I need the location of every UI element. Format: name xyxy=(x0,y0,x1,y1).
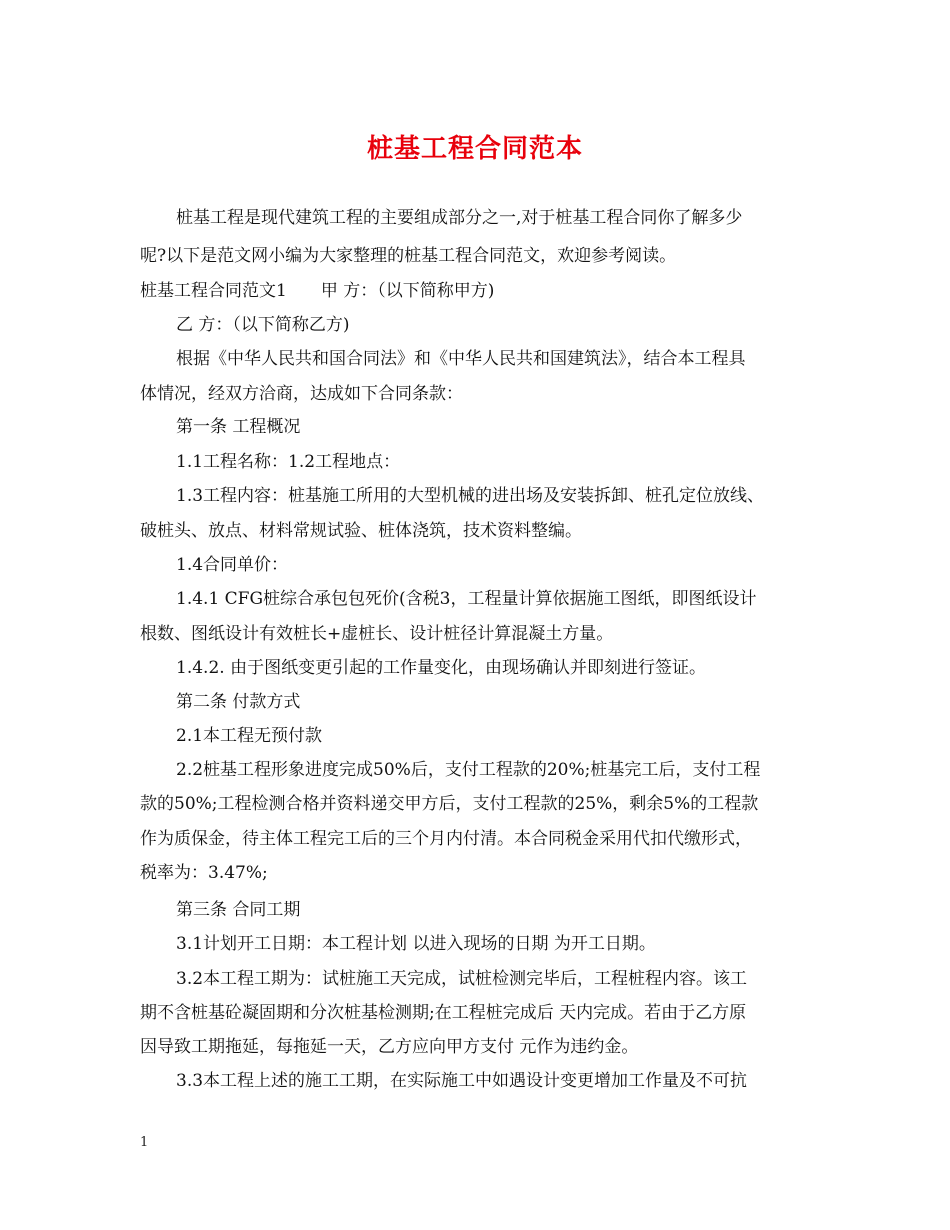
paragraph-line: 期不含桩基砼凝固期和分次桩基检测期;在工程桩完成后 天内完成。若由于乙方原 xyxy=(140,1003,747,1023)
paragraph-line: 1.4.2. 由于图纸变更引起的工作量变化，由现场确认并即刻进行签证。 xyxy=(176,658,707,678)
paragraph-line: 根据《中华人民共和国合同法》和《中华人民共和国建筑法》，结合本工程具 xyxy=(176,349,746,369)
document-title: 桩基工程合同范本 xyxy=(366,134,583,164)
paragraph-line: 1.3工程内容：桩基施工所用的大型机械的进出场及安装拆卸、桩孔定位放线、 xyxy=(176,486,765,506)
section-heading: 第一条 工程概况 xyxy=(176,417,301,437)
paragraph-line: 体情况，经双方洽商，达成如下合同条款： xyxy=(140,384,463,404)
paragraph-line: 1.4.1 CFG桩综合承包包死价(含税3，工程量计算依据施工图纸，即图纸设计 xyxy=(176,589,757,609)
paragraph-line: 桩基工程是现代建筑工程的主要组成部分之一,对于桩基工程合同你了解多少 xyxy=(176,208,743,228)
paragraph-line: 税率为：3.47%; xyxy=(140,863,268,883)
paragraph-line: 3.3本工程上述的施工工期，在实际施工中如遇设计变更增加工作量及不可抗 xyxy=(176,1071,748,1091)
paragraph-line: 根数、图纸设计有效桩长+虚桩长、设计桩径计算混凝土方量。 xyxy=(140,624,614,644)
paragraph-line: 呢?以下是范文网小编为大家整理的桩基工程合同范文，欢迎参考阅读。 xyxy=(140,246,677,266)
paragraph-line: 1.4合同单价： xyxy=(176,555,289,575)
paragraph-line: 因导致工期拖延，每拖延一天，乙方应向甲方支付 元作为违约金。 xyxy=(140,1037,639,1057)
paragraph-line: 1.1工程名称：1.2工程地点： xyxy=(176,452,401,472)
paragraph-line: 作为质保金，待主体工程完工后的三个月内付清。本合同税金采用代扣代缴形式， xyxy=(140,829,752,849)
paragraph-line: 2.1本工程无预付款 xyxy=(176,726,323,746)
paragraph-line: 桩基工程合同范文1 甲 方：（以下简称甲方) xyxy=(140,281,495,301)
paragraph-line: 2.2桩基工程形象进度完成50%后，支付工程款的20%;桩基完工后，支付工程 xyxy=(176,760,761,780)
paragraph-line: 款的50%;工程检测合格并资料递交甲方后，支付工程款的25%，剩余5%的工程款 xyxy=(140,794,759,814)
paragraph-line: 乙 方：（以下简称乙方) xyxy=(176,315,350,335)
paragraph-line: 3.2本工程工期为：试桩施工天完成，试桩检测完毕后，工程桩程内容。该工 xyxy=(176,969,748,989)
section-heading: 第二条 付款方式 xyxy=(176,692,301,712)
section-heading: 第三条 合同工期 xyxy=(176,900,301,920)
paragraph-line: 破桩头、放点、材料常规试验、桩体浇筑，技术资料整编。 xyxy=(140,521,582,541)
page-number: 1 xyxy=(140,1135,149,1150)
paragraph-line: 3.1计划开工日期：本工程计划 以进入现场的日期 为开工日期。 xyxy=(176,934,656,954)
